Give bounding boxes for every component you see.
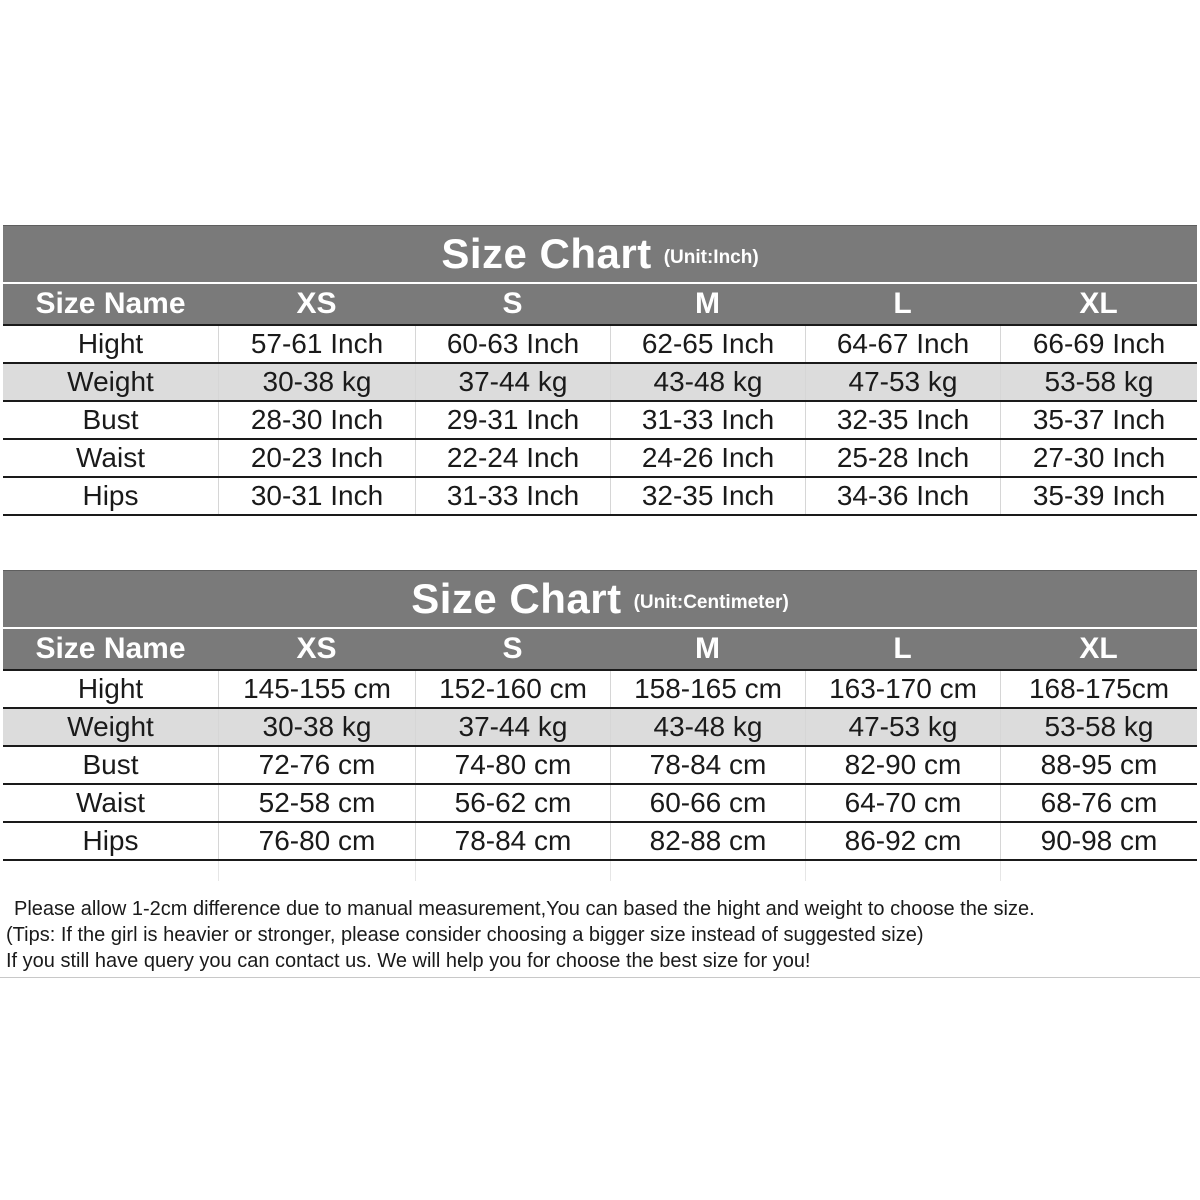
table-cell: 72-76 cm bbox=[218, 747, 415, 783]
table-cell: 86-92 cm bbox=[805, 823, 1000, 859]
empty-cell bbox=[218, 861, 415, 881]
table-cell: 56-62 cm bbox=[415, 785, 610, 821]
header-l: L bbox=[893, 632, 912, 665]
table-cell: 25-28 Inch bbox=[805, 440, 1000, 476]
table-cell: 29-31 Inch bbox=[415, 402, 610, 438]
row-label: Waist bbox=[76, 442, 145, 473]
size-chart-centimeter bbox=[3, 570, 1197, 881]
table-row-bust bbox=[3, 745, 1197, 783]
table-cell: 20-23 Inch bbox=[218, 440, 415, 476]
table-cell: 32-35 Inch bbox=[805, 402, 1000, 438]
table-cell: 30-38 kg bbox=[218, 364, 415, 400]
row-label: Hips bbox=[82, 825, 139, 856]
table-row-hight bbox=[3, 324, 1197, 362]
header-s: S bbox=[502, 287, 523, 320]
table-cell: 27-30 Inch bbox=[1000, 440, 1197, 476]
table-cell: 64-70 cm bbox=[805, 785, 1000, 821]
table-cell: 34-36 Inch bbox=[805, 478, 1000, 514]
row-label: Weight bbox=[67, 366, 154, 397]
table-cell: 22-24 Inch bbox=[415, 440, 610, 476]
header-size-name: Size Name bbox=[35, 632, 186, 665]
table-row-hips bbox=[3, 476, 1197, 516]
header-s: S bbox=[502, 632, 523, 665]
table-cell: 53-58 kg bbox=[1000, 709, 1197, 745]
chart-title: Size Chart bbox=[441, 230, 652, 277]
empty-cell bbox=[3, 861, 218, 881]
row-label: Weight bbox=[67, 711, 154, 742]
row-label: Waist bbox=[76, 787, 145, 818]
table-cell: 152-160 cm bbox=[415, 671, 610, 707]
table-cell: 31-33 Inch bbox=[415, 478, 610, 514]
table-cell: 53-58 kg bbox=[1000, 364, 1197, 400]
table-row-hight bbox=[3, 669, 1197, 707]
row-label: Bust bbox=[82, 749, 139, 780]
row-label: Hips bbox=[82, 480, 139, 511]
table-cell: 30-38 kg bbox=[218, 709, 415, 745]
table-cell: 90-98 cm bbox=[1000, 823, 1197, 859]
table-cell: 76-80 cm bbox=[218, 823, 415, 859]
table-cell: 78-84 cm bbox=[610, 747, 805, 783]
header-xl: XL bbox=[1079, 287, 1118, 320]
table-cell: 43-48 kg bbox=[610, 364, 805, 400]
table-row-weight bbox=[3, 362, 1197, 400]
table-cell: 31-33 Inch bbox=[610, 402, 805, 438]
table-cell: 37-44 kg bbox=[415, 709, 610, 745]
header-l: L bbox=[893, 287, 912, 320]
table-row-empty bbox=[3, 861, 1197, 881]
table-cell: 60-63 Inch bbox=[415, 326, 610, 362]
row-label: Hight bbox=[77, 328, 144, 359]
table-row-bust bbox=[3, 400, 1197, 438]
table-cell: 57-61 Inch bbox=[218, 326, 415, 362]
size-notes bbox=[0, 893, 1200, 978]
empty-cell bbox=[805, 861, 1000, 881]
chart-title-bar bbox=[3, 570, 1197, 627]
table-cell: 68-76 cm bbox=[1000, 785, 1197, 821]
chart-title-bar bbox=[3, 225, 1197, 282]
header-size-name: Size Name bbox=[35, 287, 186, 320]
empty-cell bbox=[1000, 861, 1197, 881]
header-xs: XS bbox=[296, 287, 337, 320]
chart-title: Size Chart bbox=[411, 575, 622, 622]
row-label: Hight bbox=[77, 673, 144, 704]
table-cell: 78-84 cm bbox=[415, 823, 610, 859]
chart-unit: (Unit:Inch) bbox=[663, 247, 759, 268]
table-cell: 66-69 Inch bbox=[1000, 326, 1197, 362]
table-cell: 47-53 kg bbox=[805, 364, 1000, 400]
table-row-waist bbox=[3, 783, 1197, 821]
table-cell: 62-65 Inch bbox=[610, 326, 805, 362]
note-measurement: Please allow 1-2cm difference due to manual measurement,You can based the hight and weight to choose the size. bbox=[14, 898, 1035, 920]
table-cell: 47-53 kg bbox=[805, 709, 1000, 745]
table-cell: 74-80 cm bbox=[415, 747, 610, 783]
header-m: M bbox=[695, 632, 720, 665]
table-cell: 30-31 Inch bbox=[218, 478, 415, 514]
header-row bbox=[3, 282, 1197, 324]
table-row-weight bbox=[3, 707, 1197, 745]
table-cell: 52-58 cm bbox=[218, 785, 415, 821]
chart-unit: (Unit:Centimeter) bbox=[633, 592, 789, 613]
table-cell: 168-175cm bbox=[1000, 671, 1197, 707]
table-cell: 35-37 Inch bbox=[1000, 402, 1197, 438]
table-cell: 163-170 cm bbox=[805, 671, 1000, 707]
header-xs: XS bbox=[296, 632, 337, 665]
table-cell: 35-39 Inch bbox=[1000, 478, 1197, 514]
table-cell: 60-66 cm bbox=[610, 785, 805, 821]
note-tips: (Tips: If the girl is heavier or stronger, please consider choosing a bigger size instead of suggested size) bbox=[6, 924, 924, 946]
table-cell: 43-48 kg bbox=[610, 709, 805, 745]
table-cell: 145-155 cm bbox=[218, 671, 415, 707]
table-cell: 37-44 kg bbox=[415, 364, 610, 400]
header-m: M bbox=[695, 287, 720, 320]
note-contact: If you still have query you can contact us. We will help you for choose the best size for you! bbox=[6, 950, 811, 972]
header-row bbox=[3, 627, 1197, 669]
table-cell: 82-88 cm bbox=[610, 823, 805, 859]
table-cell: 64-67 Inch bbox=[805, 326, 1000, 362]
table-row-hips bbox=[3, 821, 1197, 861]
size-chart-inch bbox=[3, 225, 1197, 516]
table-cell: 28-30 Inch bbox=[218, 402, 415, 438]
header-xl: XL bbox=[1079, 632, 1118, 665]
table-cell: 82-90 cm bbox=[805, 747, 1000, 783]
table-cell: 88-95 cm bbox=[1000, 747, 1197, 783]
empty-cell bbox=[415, 861, 610, 881]
table-cell: 32-35 Inch bbox=[610, 478, 805, 514]
table-cell: 24-26 Inch bbox=[610, 440, 805, 476]
empty-cell bbox=[610, 861, 805, 881]
table-cell: 158-165 cm bbox=[610, 671, 805, 707]
row-label: Bust bbox=[82, 404, 139, 435]
table-row-waist bbox=[3, 438, 1197, 476]
